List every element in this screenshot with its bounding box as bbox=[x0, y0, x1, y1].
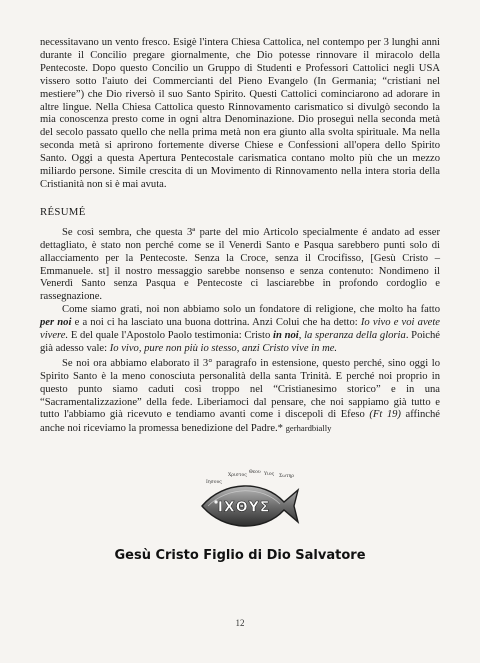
p3-quote-io-vivo: Io vivo e voi avete vivere. bbox=[40, 317, 440, 342]
p4-text-a: Se noi ora abbiamo elaborato il 3° paragrafo in estensione, questo perché, sino oggi lo Spirito Santo è la meno conosciuta personalità della santa Trinità. E perché noi proprio in questo punto siamo caduti così troppo nel “Cristianesimo storico” e in una “Sacramentalizzazione” della fede. Liberiamoci dal pensare, che noi sappiamo già tutto e tutto l'abbiamo già ricevuto e tendiamo avanti come i discepoli di Efeso bbox=[40, 357, 440, 421]
logo-word-2: Θεου bbox=[249, 470, 261, 475]
p3-emph-in-noi: in noi bbox=[273, 330, 299, 342]
fish-letters: ΙΧΘΥΣ bbox=[217, 499, 271, 516]
p3-quote-speranza: la speranza della gloria bbox=[304, 330, 406, 342]
logo-word-5: Ιησους bbox=[206, 480, 222, 485]
p3-text-c: e a noi ci ha lasciato una buona dottrina. Anzi Colui che ha detto: bbox=[71, 317, 361, 329]
p3-quote-cristo-vive: Io vivo, pure non più io stesso, anzi Cristo vive in me. bbox=[109, 342, 338, 354]
signature: gerhardbially bbox=[285, 423, 332, 434]
p3-emph-per-noi: per noi bbox=[40, 317, 72, 329]
ichthys-fish-logo bbox=[172, 464, 308, 542]
logo-word-4: Σωτηρ bbox=[279, 474, 294, 479]
section-heading-resume: RÉSUMÉ bbox=[40, 205, 86, 218]
p3-text-i: . Poiché già adesso vale: bbox=[40, 330, 441, 354]
p3-comma: , bbox=[298, 330, 305, 342]
logo-word-3: Υιος bbox=[264, 472, 275, 477]
article-body bbox=[40, 37, 440, 436]
p3-text-e: E del quale l'Apostolo Paolo testimonia: Cristo bbox=[68, 330, 274, 342]
p3-text-a: Come siamo grati, noi non abbiamo solo un fondatore di religione, che molto ha fatto bbox=[62, 304, 440, 316]
page-number: 12 bbox=[235, 618, 245, 628]
paragraph-2: Se così sembra, che questa 3ª parte del mio Articolo specialmente é andato ad esser dettagliato, è stato non perché come se il Venerdì Santo e Pasqua sarebbero punti solo di allacciamento per la Pentecoste. Senza la Croce, senza il Crocifisso, [Gesù Cristo – Emmanuele. st] il nostro messaggio sarebbe nonsenso e senza contenuto: Nondimeno il Venerdì Santo senza Pasqua e Pentecoste ci lasciarebbe in profondo cordoglio e rassegnazione. bbox=[40, 226, 440, 303]
logo-caption: Gesù Cristo Figlio di Dio Salvatore bbox=[114, 548, 366, 563]
p4-reference: (Ft 19) bbox=[369, 409, 401, 421]
paragraph-4 bbox=[40, 358, 440, 436]
paragraph-1: necessitavano un vento fresco. Esigè l'intera Chiesa Cattolica, nel contempo per 3 lunghi anni durante il Concilio pregare giornalmente, che Dio potesse rinnovare il miracolo della Pentecoste. Dopo questo Concilio un Gruppo di Studenti e Professori Cattolici negli USA vissero sotto l'aiuto dei Commercianti del Pieno Evangelo (In Germania; “cristiani nel mestiere”) che Dio riversò il suo Santo Spirito. Questi Cattolici cominciarono ad adorare in altre lingue. Nella Chiesa Cattolica questo Rinnovamento carismatico si divulgò secondo la mia conoscenza presto come in ogni altra Denominazione. Dio proseguì nella seconda metà del secolo passato quello che nella prima metà non era giunto alla svolta spirituale. Ma nella seconda metà si aprirono fortemente diverse Chiese e Confessioni all'opera dello Spirito Santo. Oggi a questa Apertura Pentecostale carismatica contano molto più che un mezzo miliardo persone. Simile crescita di un Movimento di Rinnovamento nella intera storia della Cristianità non si è mai avuta. bbox=[40, 37, 440, 190]
paragraph-3 bbox=[40, 304, 440, 356]
p4-text-c: affinché anche noi riceviamo la promessa benedizione del Padre.* bbox=[40, 409, 441, 435]
logo-word-1: Χριστος bbox=[228, 473, 247, 478]
